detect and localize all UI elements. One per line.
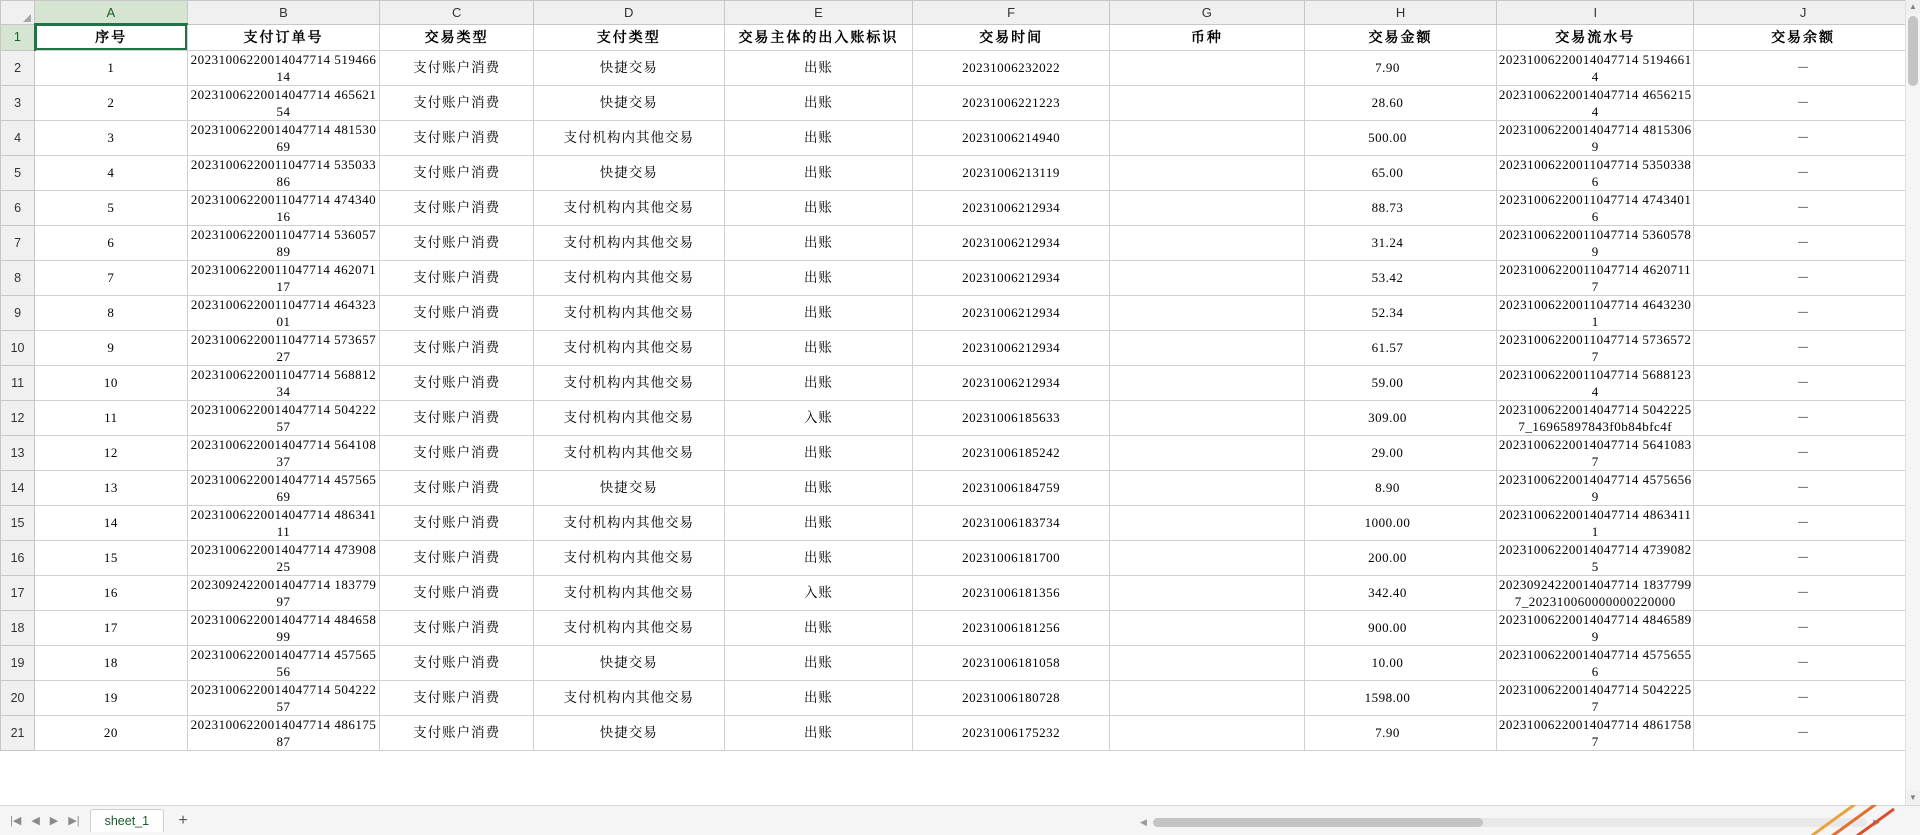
sheet-nav-buttons [0,814,84,827]
cell-direction[interactable]: 出账 [724,85,913,120]
header-cell-order-no[interactable]: 支付订单号 [187,24,380,50]
cell-trade-type[interactable]: 支付账户消费 [380,610,534,645]
cell-pay-type[interactable]: 支付机构内其他交易 [533,260,724,295]
cell-currency[interactable] [1110,85,1305,120]
cell-trade-time[interactable]: 20231006232022 [913,50,1110,85]
table-row[interactable] [1,645,1913,680]
cell-balance[interactable]: － [1694,540,1913,575]
cell-balance[interactable]: － [1694,645,1913,680]
cell-amount[interactable]: 10.00 [1304,645,1497,680]
table-row[interactable] [1,505,1913,540]
cell-seq[interactable]: 2 [35,85,188,120]
cell-serial-no[interactable]: 20231006220014047714 51946614 [1498,51,1692,84]
header-cell-currency[interactable]: 币种 [1110,24,1305,50]
cell-trade-time[interactable]: 20231006185242 [913,435,1110,470]
cell-currency[interactable] [1110,365,1305,400]
cell-pay-type[interactable]: 支付机构内其他交易 [533,435,724,470]
cell-currency[interactable] [1110,680,1305,715]
cell-pay-type[interactable]: 快捷交易 [533,50,724,85]
row-header-10[interactable]: 10 [1,330,35,365]
scroll-left-arrow-icon[interactable]: ◀ [1140,816,1147,827]
first-sheet-icon[interactable]: |◀ [10,815,22,827]
cell-trade-time[interactable]: 20231006212934 [913,365,1110,400]
scroll-down-arrow-icon[interactable]: ▼ [1906,791,1920,805]
cell-trade-time[interactable]: 20231006183734 [913,505,1110,540]
cell-balance[interactable]: － [1694,260,1913,295]
column-header-i[interactable]: I [1497,1,1694,25]
cell-currency[interactable] [1110,330,1305,365]
table-row[interactable] [1,260,1913,295]
cell-seq[interactable]: 6 [35,225,188,260]
cell-trade-time[interactable]: 20231006212934 [913,260,1110,295]
cell-amount[interactable]: 53.42 [1304,260,1497,295]
cell-trade-type[interactable]: 支付账户消费 [380,400,534,435]
row-header-2[interactable]: 2 [1,50,35,85]
cell-trade-type[interactable]: 支付账户消费 [380,225,534,260]
cell-balance[interactable]: － [1694,330,1913,365]
column-header-j[interactable]: J [1694,1,1913,25]
cell-serial-no[interactable]: 20231006220011047714 57365727 [1497,330,1694,365]
prev-sheet-icon[interactable]: ◀ [31,815,40,827]
row-header-3[interactable]: 3 [1,85,35,120]
cell-trade-type[interactable]: 支付账户消费 [380,50,534,85]
cell-trade-time[interactable]: 20231006214940 [913,120,1110,155]
cell-direction[interactable]: 出账 [724,295,913,330]
cell-trade-type[interactable]: 支付账户消费 [380,715,534,750]
cell-trade-time[interactable]: 20231006181256 [913,610,1110,645]
cell-order-no[interactable]: 20231006220011047714 53503386 [187,155,380,190]
cell-pay-type[interactable]: 支付机构内其他交易 [533,610,724,645]
cell-balance[interactable]: － [1694,50,1913,85]
cell-amount[interactable]: 7.90 [1304,715,1497,750]
column-header-f[interactable]: F [913,1,1110,25]
horizontal-scroll-track[interactable] [1153,818,1867,827]
cell-serial-no[interactable]: 20231006220014047714 45756569 [1498,471,1692,504]
cell-pay-type[interactable]: 快捷交易 [533,85,724,120]
column-header-e[interactable]: E [724,1,913,25]
table-header-row [1,24,1913,50]
cell-currency[interactable] [1110,505,1305,540]
column-header-row [1,1,1913,25]
table-row[interactable] [1,715,1913,750]
table-row[interactable] [1,295,1913,330]
row-header-11[interactable]: 11 [1,365,35,400]
cell-direction[interactable]: 出账 [724,330,913,365]
cell-currency[interactable] [1110,260,1305,295]
cell-trade-type[interactable]: 支付账户消费 [380,155,534,190]
cell-balance[interactable]: － [1694,680,1913,715]
cell-currency[interactable] [1110,190,1305,225]
cell-trade-type[interactable]: 支付账户消费 [380,85,534,120]
cell-direction[interactable]: 出账 [724,190,913,225]
cell-trade-type[interactable]: 支付账户消费 [380,540,534,575]
cell-seq[interactable]: 20 [35,715,188,750]
cell-currency[interactable] [1110,715,1305,750]
row-header-16[interactable]: 16 [1,540,35,575]
row-header-17[interactable]: 17 [1,575,35,610]
cell-trade-time[interactable]: 20231006175232 [913,715,1110,750]
cell-seq[interactable]: 13 [35,470,188,505]
cell-currency[interactable] [1110,610,1305,645]
table-row[interactable] [1,400,1913,435]
cell-order-no[interactable]: 20231006220014047714 48153069 [187,120,380,155]
cell-seq[interactable]: 1 [35,50,188,85]
cell-direction[interactable]: 出账 [724,540,913,575]
cell-order-no[interactable]: 20231006220014047714 45756569 [187,470,380,505]
cell-direction[interactable]: 出账 [724,610,913,645]
cell-serial-no[interactable]: 20231006220011047714 53503386 [1497,155,1694,190]
cell-direction[interactable]: 入账 [724,575,913,610]
column-header-a[interactable]: A [35,1,188,25]
cell-pay-type[interactable]: 支付机构内其他交易 [533,295,724,330]
cell-amount[interactable]: 1000.00 [1304,505,1497,540]
corner-triangle-icon [23,14,31,22]
last-sheet-icon[interactable]: ▶| [68,815,80,827]
cell-serial-no[interactable]: 20231006220011047714 56881234 [1497,365,1694,400]
cell-pay-type[interactable]: 快捷交易 [533,155,724,190]
cell-seq[interactable]: 19 [35,680,188,715]
scroll-up-arrow-icon[interactable]: ▲ [1906,0,1920,14]
cell-currency[interactable] [1110,435,1305,470]
cell-order-no[interactable]: 20231006220011047714 57365727 [187,330,380,365]
cell-currency[interactable] [1110,155,1305,190]
cell-amount[interactable]: 8.90 [1304,470,1497,505]
cell-balance[interactable]: － [1694,120,1913,155]
cell-serial-no[interactable]: 20231006220014047714 48617587 [1498,716,1692,749]
sheet-tab-bar [0,805,1920,835]
row-header-13[interactable]: 13 [1,435,35,470]
cell-trade-time[interactable]: 20231006212934 [913,295,1110,330]
column-header-h[interactable]: H [1304,1,1497,25]
cell-pay-type[interactable]: 支付机构内其他交易 [533,400,724,435]
row-header-5[interactable]: 5 [1,155,35,190]
table-row[interactable] [1,470,1913,505]
cell-order-no[interactable]: 20231006220014047714 48465899 [187,610,380,645]
cell-order-no[interactable]: 20231006220011047714 53605789 [187,225,380,260]
cell-currency[interactable] [1110,120,1305,155]
cell-order-no[interactable]: 20231006220014047714 48634111 [187,505,380,540]
table-row[interactable] [1,50,1913,85]
cell-serial-no[interactable]: 20231006220014047714 45756556 [1498,646,1692,679]
cell-balance[interactable]: － [1694,85,1913,120]
cell-amount[interactable]: 7.90 [1304,50,1497,85]
table-row[interactable] [1,155,1913,190]
cell-trade-time[interactable]: 20231006180728 [913,680,1110,715]
cell-pay-type[interactable]: 快捷交易 [533,470,724,505]
cell-balance[interactable]: － [1694,575,1913,610]
cell-direction[interactable]: 出账 [724,715,913,750]
header-cell-direction[interactable]: 交易主体的出入账标识 [724,24,913,50]
column-header-c[interactable]: C [380,1,534,25]
header-cell-seq[interactable]: 序号 [35,24,188,50]
cell-amount[interactable]: 309.00 [1304,400,1497,435]
cell-direction[interactable]: 出账 [724,120,913,155]
table-row[interactable] [1,330,1913,365]
cell-serial-no[interactable]: 20231006220011047714 46432301 [1497,295,1694,330]
table-row[interactable] [1,120,1913,155]
cell-serial-no[interactable]: 20231006220014047714 50422257 [1498,681,1692,714]
row-header-18[interactable]: 18 [1,610,35,645]
cell-pay-type[interactable]: 支付机构内其他交易 [533,330,724,365]
table-row[interactable] [1,435,1913,470]
cell-balance[interactable]: － [1694,365,1913,400]
column-header-g[interactable]: G [1110,1,1305,25]
cell-amount[interactable]: 59.00 [1304,365,1497,400]
cell-pay-type[interactable]: 支付机构内其他交易 [533,120,724,155]
table-row[interactable] [1,680,1913,715]
cell-trade-type[interactable]: 支付账户消费 [380,190,534,225]
cell-amount[interactable]: 900.00 [1304,610,1497,645]
cell-trade-type[interactable]: 支付账户消费 [380,435,534,470]
cell-amount[interactable]: 88.73 [1304,190,1497,225]
cell-trade-time[interactable]: 20231006212934 [913,190,1110,225]
table-row[interactable] [1,575,1913,610]
cell-serial-no[interactable]: 20230924220014047714 18377997_202310060000000220000 [1498,576,1692,609]
cell-direction[interactable]: 出账 [724,260,913,295]
cell-amount[interactable]: 61.57 [1304,330,1497,365]
cell-currency[interactable] [1110,225,1305,260]
cell-amount[interactable]: 29.00 [1304,435,1497,470]
column-header-d[interactable]: D [533,1,724,25]
cell-amount[interactable]: 65.00 [1304,155,1497,190]
header-cell-serial-no[interactable]: 交易流水号 [1497,24,1694,50]
cell-serial-no[interactable]: 20231006220014047714 56410837 [1498,436,1692,469]
cell-direction[interactable]: 出账 [724,155,913,190]
sheet-tab-sheet1[interactable]: sheet_1 [90,809,164,832]
cell-trade-type[interactable]: 支付账户消费 [380,260,534,295]
cell-order-no[interactable]: 20231006220014047714 45756556 [187,645,380,680]
cell-seq[interactable]: 11 [35,400,188,435]
cell-amount[interactable]: 500.00 [1304,120,1497,155]
cell-trade-type[interactable]: 支付账户消费 [380,365,534,400]
column-header-b[interactable]: B [187,1,380,25]
cell-currency[interactable] [1110,400,1305,435]
cell-trade-type[interactable]: 支付账户消费 [380,470,534,505]
cell-trade-time[interactable]: 20231006212934 [913,330,1110,365]
cell-balance[interactable]: － [1694,295,1913,330]
cell-pay-type[interactable]: 快捷交易 [533,715,724,750]
cell-currency[interactable] [1110,575,1305,610]
row-header-7[interactable]: 7 [1,225,35,260]
cell-balance[interactable]: － [1694,155,1913,190]
cell-trade-type[interactable]: 支付账户消费 [380,295,534,330]
cell-pay-type[interactable]: 支付机构内其他交易 [533,225,724,260]
cell-trade-time[interactable]: 20231006184759 [913,470,1110,505]
cell-pay-type[interactable]: 快捷交易 [533,645,724,680]
cell-currency[interactable] [1110,540,1305,575]
cell-amount[interactable]: 342.40 [1304,575,1497,610]
cell-serial-no[interactable]: 20231006220011047714 46207117 [1497,260,1694,295]
cell-seq[interactable]: 16 [35,575,188,610]
cell-pay-type[interactable]: 支付机构内其他交易 [533,365,724,400]
cell-serial-no[interactable]: 20231006220014047714 50422257_16965897843f0b84bfc4f [1498,401,1692,434]
cell-direction[interactable]: 出账 [724,645,913,680]
row-header-6[interactable]: 6 [1,190,35,225]
cell-order-no[interactable]: 20231006220014047714 50422257 [187,400,380,435]
cell-amount[interactable]: 31.24 [1304,225,1497,260]
cell-serial-no[interactable]: 20231006220014047714 46562154 [1498,86,1692,119]
cell-order-no[interactable]: 20231006220011047714 46432301 [187,295,380,330]
cell-direction[interactable]: 出账 [724,505,913,540]
cell-trade-time[interactable]: 20231006181700 [913,540,1110,575]
cell-seq[interactable]: 7 [35,260,188,295]
table-row[interactable] [1,365,1913,400]
cell-trade-type[interactable]: 支付账户消费 [380,645,534,680]
cell-seq[interactable]: 4 [35,155,188,190]
cell-currency[interactable] [1110,645,1305,680]
cell-currency[interactable] [1110,470,1305,505]
cell-order-no[interactable]: 20231006220011047714 56881234 [187,365,380,400]
cell-trade-time[interactable]: 20231006212934 [913,225,1110,260]
cell-seq[interactable]: 12 [35,435,188,470]
cell-direction[interactable]: 出账 [724,225,913,260]
row-header-4[interactable]: 4 [1,120,35,155]
cell-amount[interactable]: 1598.00 [1304,680,1497,715]
cell-trade-type[interactable]: 支付账户消费 [380,330,534,365]
cell-amount[interactable]: 52.34 [1304,295,1497,330]
cell-order-no[interactable]: 20231006220014047714 47390825 [187,540,380,575]
cell-seq[interactable]: 10 [35,365,188,400]
cell-pay-type[interactable]: 支付机构内其他交易 [533,505,724,540]
cell-balance[interactable]: － [1694,610,1913,645]
cell-pay-type[interactable]: 支付机构内其他交易 [533,540,724,575]
cell-serial-no[interactable]: 20231006220014047714 48153069 [1498,121,1692,154]
next-sheet-icon[interactable]: ▶ [49,815,59,827]
cell-balance[interactable]: － [1694,715,1913,750]
cell-balance[interactable]: － [1694,505,1913,540]
horizontal-scrollbar[interactable] [1140,814,1880,830]
table-row[interactable] [1,540,1913,575]
cell-amount[interactable]: 200.00 [1304,540,1497,575]
horizontal-scroll-thumb[interactable] [1153,818,1483,827]
cell-direction[interactable]: 出账 [724,50,913,85]
cell-direction[interactable]: 入账 [724,400,913,435]
cell-seq[interactable]: 18 [35,645,188,680]
cell-balance[interactable]: － [1694,435,1913,470]
select-all-corner[interactable] [1,1,35,25]
cell-order-no[interactable]: 20231006220014047714 48617587 [187,715,380,750]
row-header-8[interactable]: 8 [1,260,35,295]
header-cell-amount[interactable]: 交易金额 [1304,24,1497,50]
cell-order-no[interactable]: 20231006220014047714 56410837 [187,435,380,470]
row-header-15[interactable]: 15 [1,505,35,540]
table-row[interactable] [1,225,1913,260]
cell-balance[interactable]: － [1694,470,1913,505]
row-header-21[interactable]: 21 [1,715,35,750]
cell-serial-no[interactable]: 20231006220011047714 53605789 [1497,225,1694,260]
cell-serial-no[interactable]: 20231006220014047714 48634111 [1497,505,1694,540]
cell-trade-type[interactable]: 支付账户消费 [380,505,534,540]
cell-currency[interactable] [1110,50,1305,85]
cell-pay-type[interactable]: 支付机构内其他交易 [533,190,724,225]
cell-serial-no[interactable]: 20231006220011047714 47434016 [1497,190,1694,225]
corner-decoration-icon [1800,805,1920,835]
cell-pay-type[interactable]: 支付机构内其他交易 [533,575,724,610]
header-cell-pay-type[interactable]: 支付类型 [533,24,724,50]
cell-seq[interactable]: 15 [35,540,188,575]
cell-serial-no[interactable]: 20231006220014047714 47390825 [1498,541,1692,574]
row-header-1[interactable]: 1 [1,24,35,50]
cell-trade-type[interactable]: 支付账户消费 [380,680,534,715]
cell-seq[interactable]: 3 [35,120,188,155]
cell-trade-type[interactable]: 支付账户消费 [380,575,534,610]
cell-seq[interactable]: 5 [35,190,188,225]
cell-order-no[interactable]: 20231006220011047714 47434016 [187,190,380,225]
cell-currency[interactable] [1110,295,1305,330]
cell-amount[interactable]: 28.60 [1304,85,1497,120]
cell-serial-no[interactable]: 20231006220014047714 48465899 [1498,611,1692,644]
cell-order-no[interactable]: 20231006220014047714 46562154 [187,85,380,120]
cell-seq[interactable]: 17 [35,610,188,645]
header-cell-trade-type[interactable]: 交易类型 [380,24,534,50]
cell-trade-time[interactable]: 20231006213119 [913,155,1110,190]
cell-direction[interactable]: 出账 [724,365,913,400]
row-header-19[interactable]: 19 [1,645,35,680]
row-header-9[interactable]: 9 [1,295,35,330]
cell-direction[interactable]: 出账 [724,435,913,470]
table-row[interactable] [1,85,1913,120]
vertical-scroll-thumb[interactable] [1908,16,1918,86]
cell-trade-time[interactable]: 20231006181356 [913,575,1110,610]
row-header-14[interactable]: 14 [1,470,35,505]
header-cell-balance[interactable]: 交易余额 [1694,24,1913,50]
add-sheet-button[interactable]: + [178,811,188,829]
header-cell-trade-time[interactable]: 交易时间 [913,24,1110,50]
cell-trade-type[interactable]: 支付账户消费 [380,120,534,155]
cell-trade-time[interactable]: 20231006185633 [913,400,1110,435]
cell-trade-time[interactable]: 20231006181058 [913,645,1110,680]
cell-balance[interactable]: － [1694,225,1913,260]
row-header-12[interactable]: 12 [1,400,35,435]
cell-seq[interactable]: 9 [35,330,188,365]
cell-seq[interactable]: 8 [35,295,188,330]
cell-direction[interactable]: 出账 [724,470,913,505]
table-row[interactable] [1,190,1913,225]
cell-order-no[interactable]: 20231006220014047714 50422257 [187,680,380,715]
cell-order-no[interactable]: 20231006220011047714 46207117 [187,260,380,295]
cell-balance[interactable]: － [1694,190,1913,225]
cell-balance[interactable]: － [1694,400,1913,435]
table-row[interactable] [1,610,1913,645]
cell-direction[interactable]: 出账 [724,680,913,715]
vertical-scrollbar[interactable] [1905,0,1920,805]
cell-order-no[interactable]: 20231006220014047714 51946614 [187,50,380,85]
cell-trade-time[interactable]: 20231006221223 [913,85,1110,120]
row-header-20[interactable]: 20 [1,680,35,715]
cell-order-no[interactable]: 20230924220014047714 18377997 [187,575,380,610]
cell-seq[interactable]: 14 [35,505,188,540]
cell-pay-type[interactable]: 支付机构内其他交易 [533,680,724,715]
